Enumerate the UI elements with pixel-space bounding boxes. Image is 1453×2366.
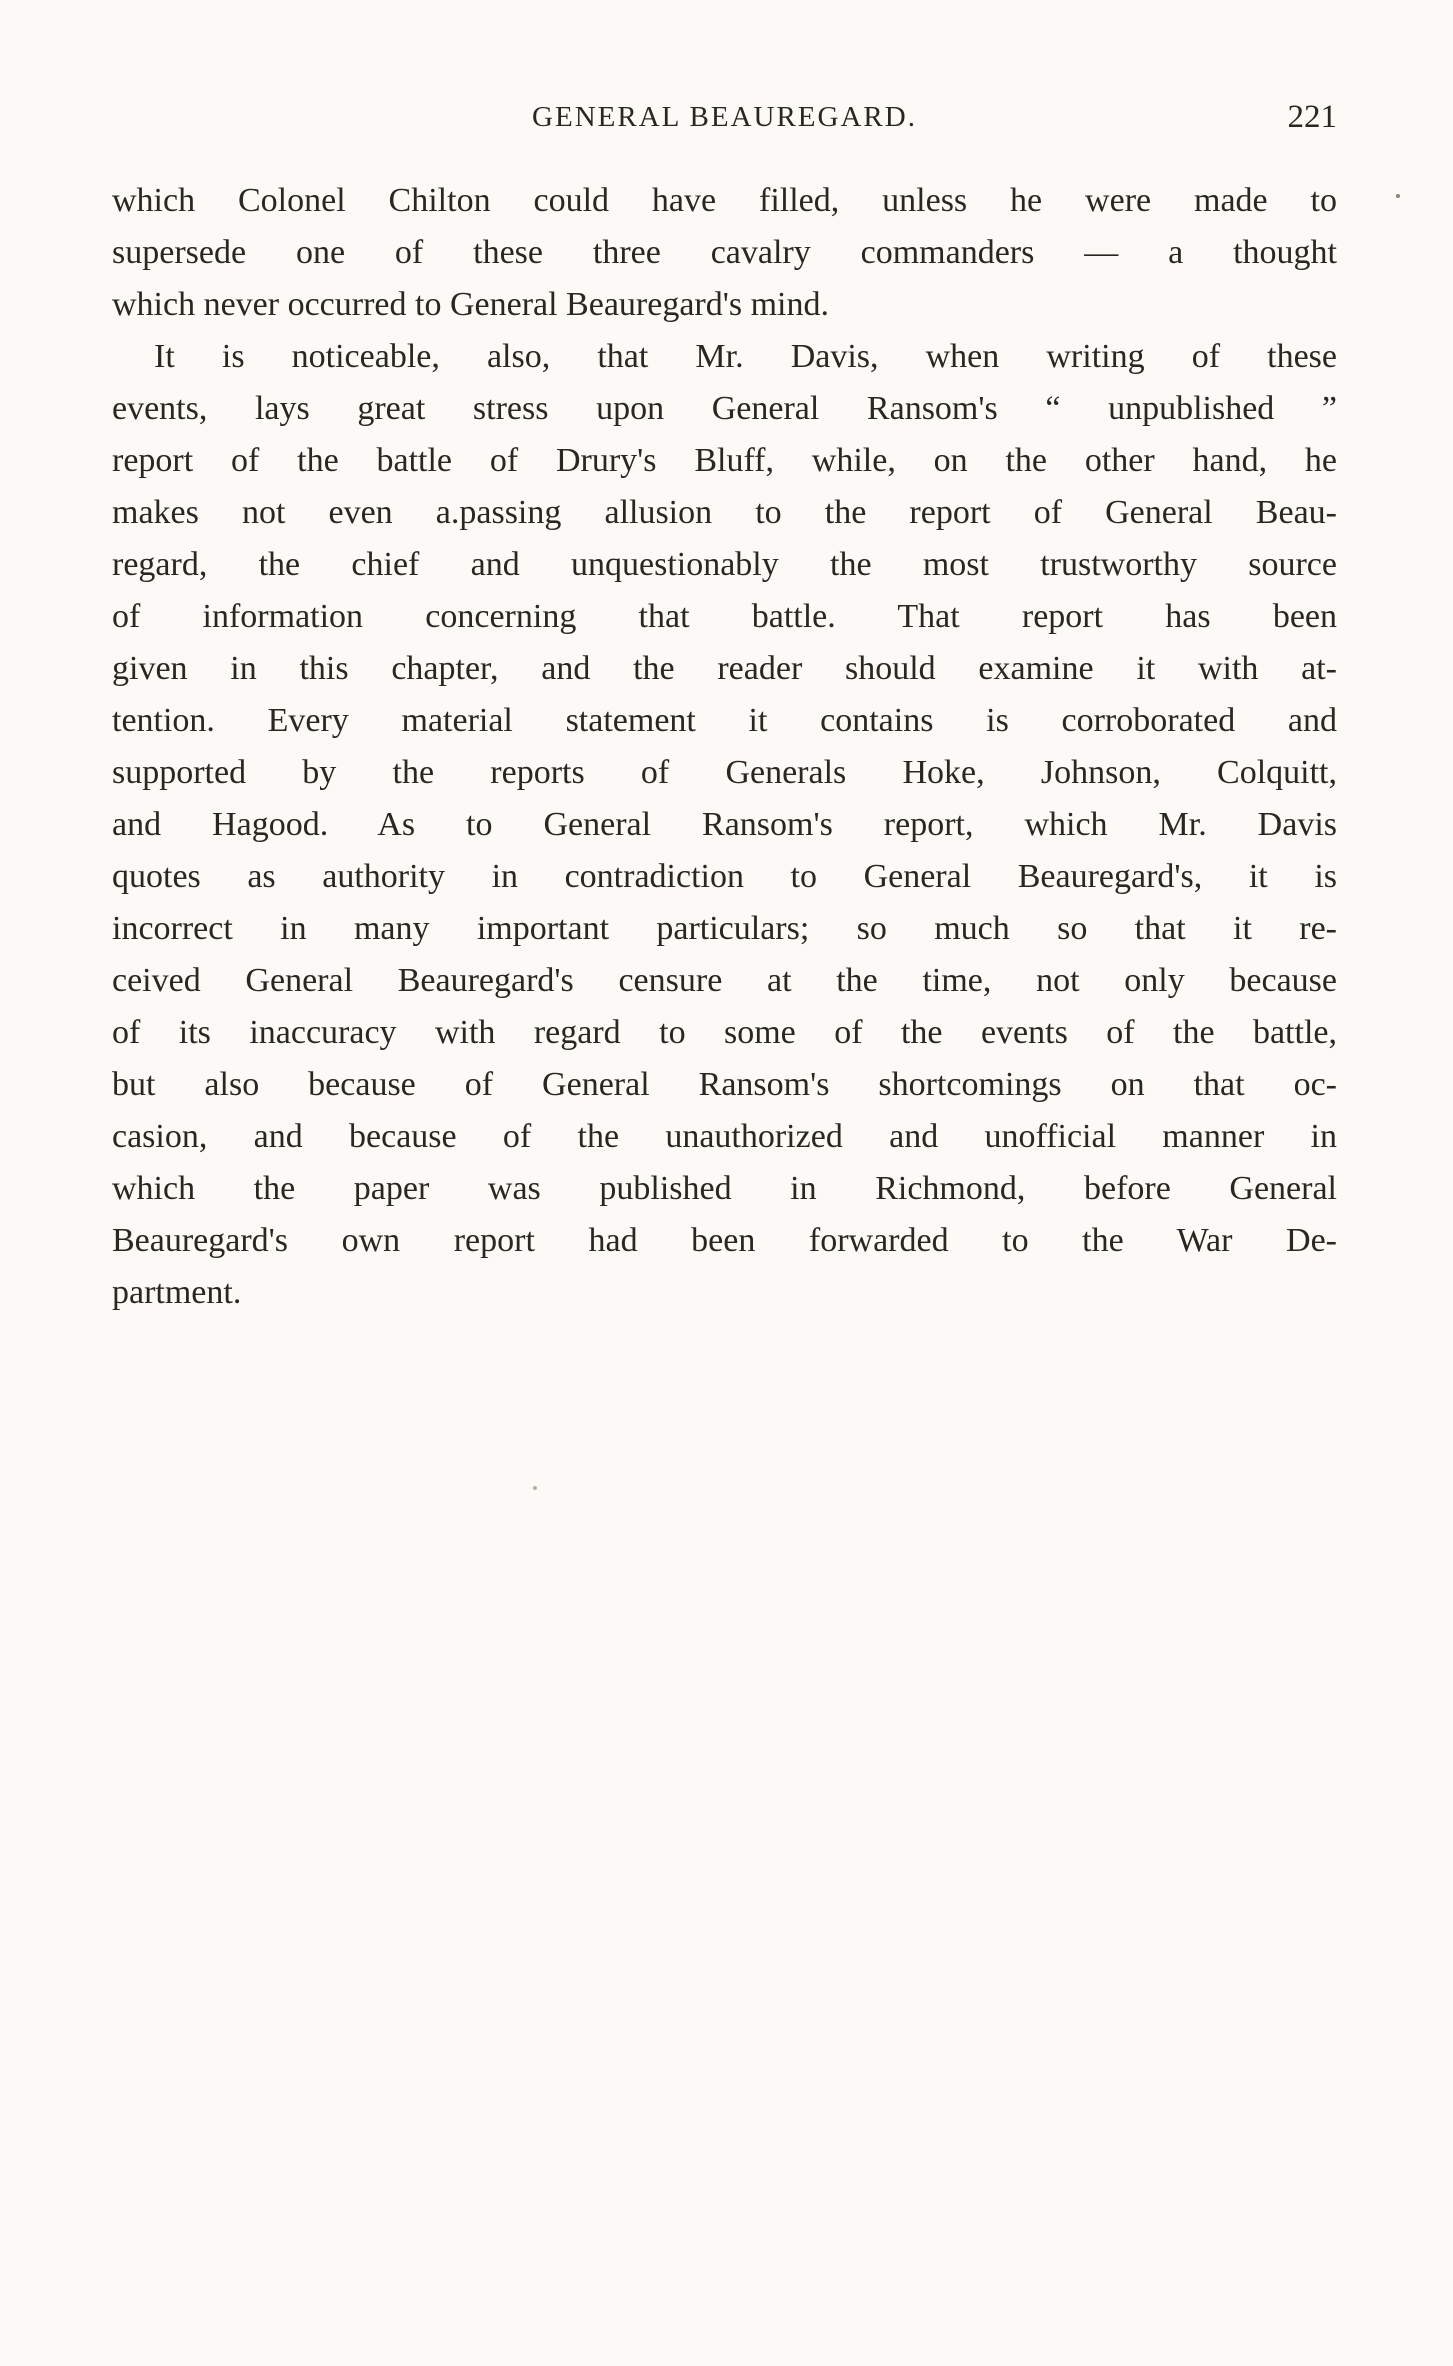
- text-line: and Hagood. As to General Ransom's report, which Mr. Davis: [112, 806, 1337, 843]
- paper-speck: [533, 1486, 537, 1490]
- text-line: quotes as authority in contradiction to General Beauregard's, it is: [112, 858, 1337, 895]
- running-head: [112, 92, 1337, 142]
- text-line: casion, and because of the unauthorized and unofficial manner in: [112, 1118, 1337, 1155]
- text-line: report of the battle of Drury's Bluff, while, on the other hand, he: [112, 442, 1337, 479]
- text-line: makes not even a.passing allusion to the report of General Beau-: [112, 494, 1337, 531]
- text-line: which the paper was published in Richmond, before General: [112, 1170, 1337, 1207]
- body-text: [112, 175, 1337, 1319]
- text-line: which Colonel Chilton could have filled, unless he were made to: [112, 182, 1337, 219]
- text-line: tention. Every material statement it contains is corroborated and: [112, 702, 1337, 739]
- text-line: which never occurred to General Beauregard's mind.: [112, 286, 829, 323]
- running-title: GENERAL BEAUREGARD.: [532, 101, 917, 133]
- text-line: supported by the reports of Generals Hoke, Johnson, Colquitt,: [112, 754, 1337, 791]
- text-line: but also because of General Ransom's shortcomings on that oc-: [112, 1066, 1337, 1103]
- page-number: 221: [1287, 99, 1337, 135]
- text-line: supersede one of these three cavalry commanders — a thought: [112, 234, 1337, 271]
- text-line: partment.: [112, 1274, 242, 1311]
- text-line: of its inaccuracy with regard to some of the events of the battle,: [112, 1014, 1337, 1051]
- text-line: incorrect in many important particulars; so much so that it re-: [112, 910, 1337, 947]
- text-line: ceived General Beauregard's censure at the time, not only because: [112, 962, 1337, 999]
- paper-speck: [1396, 194, 1400, 198]
- text-line: events, lays great stress upon General Ransom's “ unpublished ”: [112, 390, 1337, 427]
- text-line: given in this chapter, and the reader should examine it with at-: [112, 650, 1337, 687]
- paragraph-first-line: It is noticeable, also, that Mr. Davis, when writing of these: [154, 338, 1337, 375]
- text-line: Beauregard's own report had been forwarded to the War De-: [112, 1222, 1337, 1259]
- text-line: of information concerning that battle. That report has been: [112, 598, 1337, 635]
- text-line: regard, the chief and unquestionably the most trustworthy source: [112, 546, 1337, 583]
